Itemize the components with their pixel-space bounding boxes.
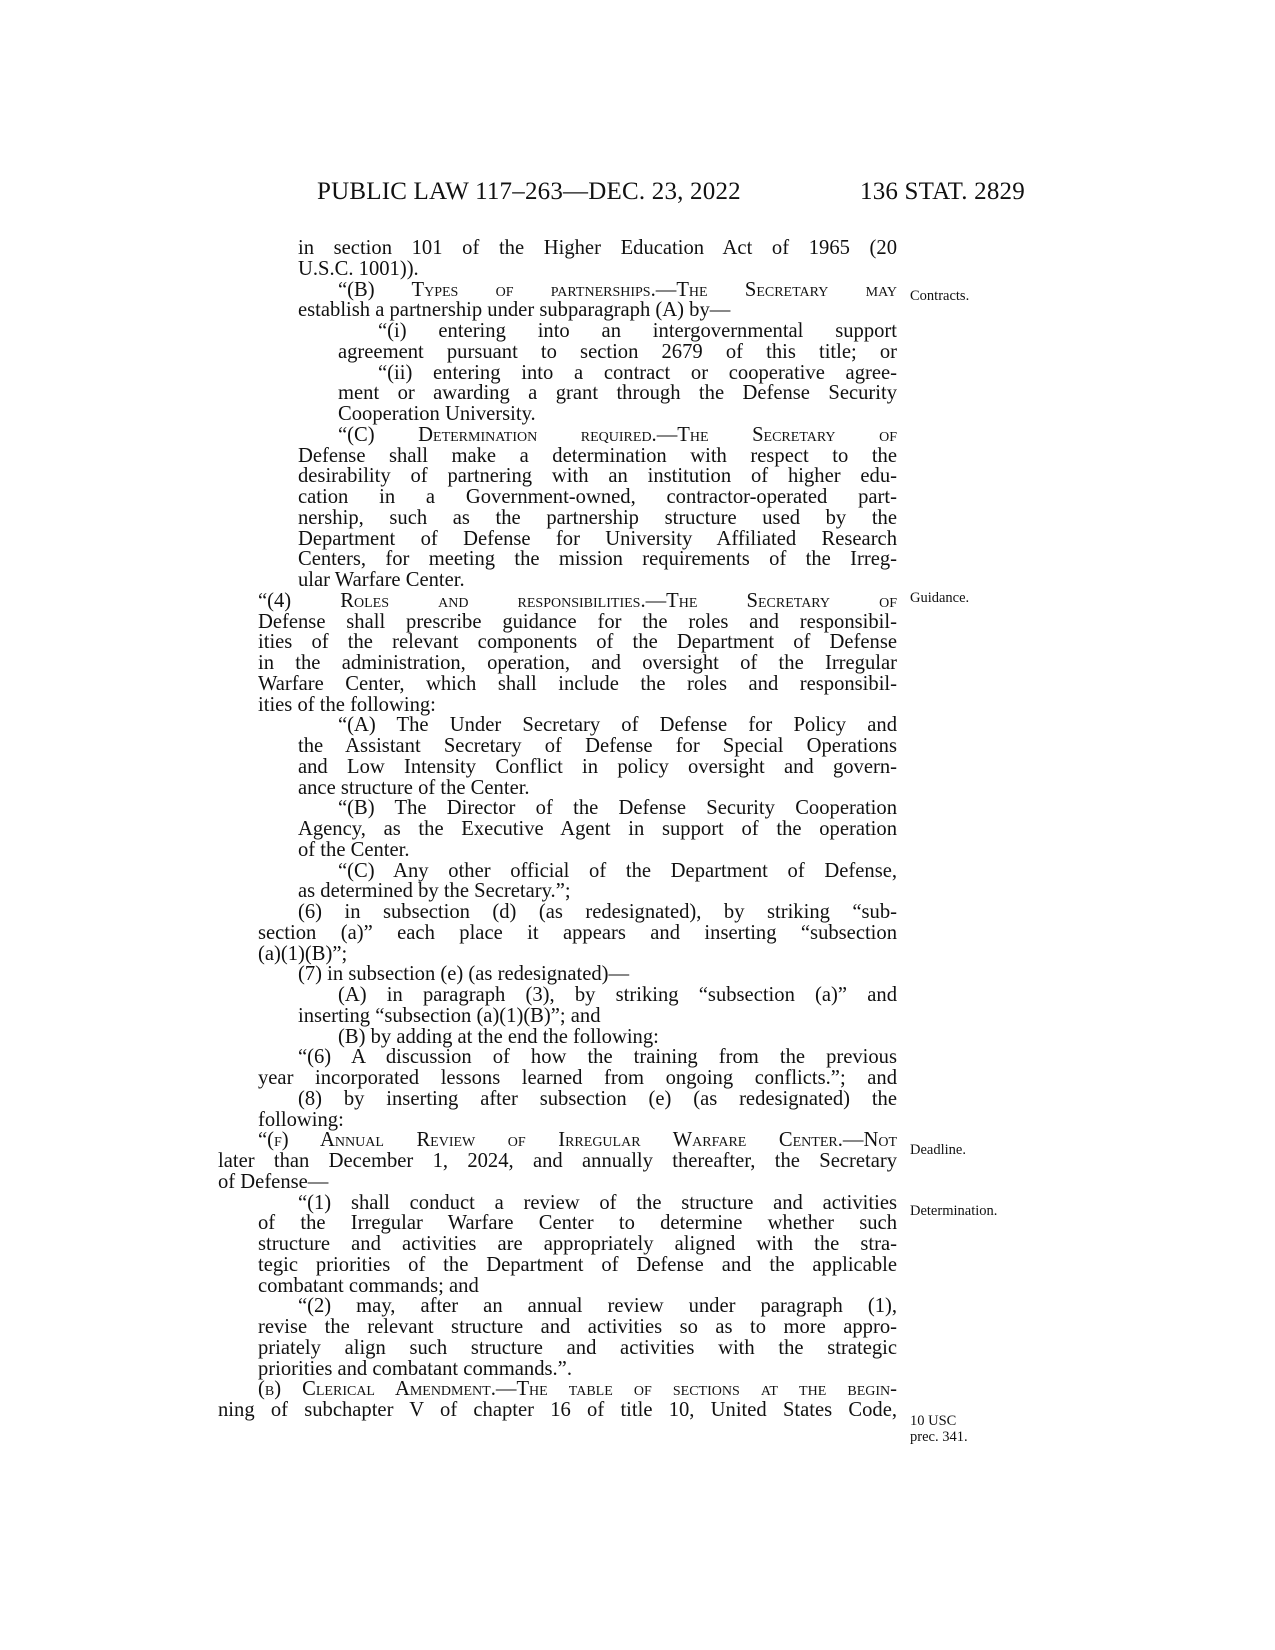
text-line: Department of Defense for University Affiliated Research (298, 527, 897, 550)
text-line: ities of the following: (258, 693, 436, 716)
text-line: “(C) Any other official of the Department of Defense, (338, 859, 897, 882)
text-line: of the Irregular Warfare Center to determine whether such (258, 1212, 897, 1235)
text-line: inserting “subsection (a)(1)(B)”; and (298, 1004, 601, 1027)
text-line: establish a partnership under subparagraph (A) by— (298, 299, 731, 322)
text-line: year incorporated lessons learned from ongoing conflicts.”; and (258, 1067, 897, 1089)
statute-text (218, 238, 897, 1421)
text-line: “(1) shall conduct a review of the structure and activities (298, 1191, 897, 1214)
text-line: ment or awarding a grant through the Defense Security (338, 382, 897, 405)
text-line: “(C) Determination required.—The Secretary of (338, 423, 897, 446)
text-line: Centers, for meeting the mission requirements of the Irreg- (298, 548, 897, 571)
text-line: “(A) The Under Secretary of Defense for Policy and (338, 714, 897, 737)
text-line: ance structure of the Center. (298, 776, 530, 799)
text-line: in section 101 of the Higher Education Act of 1965 (20 (298, 237, 897, 259)
text-line: nership, such as the partnership structure used by the (298, 506, 897, 529)
text-line: section (a)” each place it appears and inserting “subsection (258, 921, 897, 944)
text-line: tegic priorities of the Department of Defense and the applicable (258, 1253, 897, 1276)
text-line: (7) in subsection (e) (as redesignated)— (298, 963, 630, 986)
text-line: (a)(1)(B)”; (258, 942, 348, 965)
margin-note-deadline: Deadline. (910, 1142, 966, 1158)
text-line: Warfare Center, which shall include the roles and responsibil- (258, 672, 897, 695)
running-header-title: PUBLIC LAW 117–263—DEC. 23, 2022 (317, 178, 741, 205)
margin-note-usc: 10 USC (910, 1413, 957, 1429)
text-line: following: (258, 1108, 344, 1131)
text-line: Defense shall make a determination with respect to the (298, 444, 897, 467)
text-line: as determined by the Secretary.”; (298, 880, 571, 903)
margin-note-contracts: Contracts. (910, 288, 970, 304)
text-line: (B) by adding at the end the following: (338, 1025, 659, 1048)
text-line: U.S.C. 1001)). (298, 257, 419, 280)
text-line: combatant commands; and (258, 1274, 479, 1297)
text-line: and Low Intensity Conflict in policy oversight and govern- (298, 755, 897, 778)
text-line: “(f) Annual Review of Irregular Warfare Center.—Not (258, 1129, 897, 1152)
text-line: priorities and combatant commands.”. (258, 1357, 572, 1380)
text-line: cation in a Government-owned, contractor-operated part- (298, 486, 897, 508)
text-line: of Defense— (218, 1170, 329, 1193)
text-line: agreement pursuant to section 2679 of this title; or (338, 340, 897, 363)
text-line: of the Center. (298, 838, 410, 861)
text-line: later than December 1, 2024, and annually thereafter, the Secretary (218, 1150, 897, 1172)
text-line: Agency, as the Executive Agent in support of the operation (298, 818, 897, 840)
text-line: (A) in paragraph (3), by striking “subsection (a)” and (338, 984, 897, 1006)
text-line: “(B) The Director of the Defense Security Cooperation (338, 797, 897, 820)
text-line: the Assistant Secretary of Defense for Special Operations (298, 735, 897, 757)
text-line: (6) in subsection (d) (as redesignated), by striking “sub- (298, 901, 897, 923)
text-line: structure and activities are appropriately aligned with the stra- (258, 1233, 897, 1255)
text-line: “(ii) entering into a contract or cooperative agree- (378, 361, 897, 384)
text-line: in the administration, operation, and oversight of the Irregular (258, 652, 897, 674)
text-line: Cooperation University. (338, 403, 536, 425)
text-line: (b) Clerical Amendment.—The table of sections at the begin- (258, 1378, 897, 1401)
text-line: Defense shall prescribe guidance for the roles and responsibil- (258, 610, 897, 633)
text-line: (8) by inserting after subsection (e) (as redesignated) the (298, 1087, 897, 1110)
text-line: “(6) A discussion of how the training from the previous (298, 1046, 897, 1069)
text-line: revise the relevant structure and activities so as to more appro- (258, 1316, 897, 1338)
text-line: “(2) may, after an annual review under paragraph (1), (298, 1295, 897, 1318)
text-line: “(4) Roles and responsibilities.—The Secretary of (258, 589, 897, 612)
margin-note-determination: Determination. (910, 1203, 998, 1219)
text-line: desirability of partnering with an institution of higher edu- (298, 465, 897, 488)
text-line: priately align such structure and activities with the strategic (258, 1336, 897, 1359)
margin-note-usc-prec: prec. 341. (910, 1429, 968, 1445)
text-line: “(B) Types of partnerships.—The Secretary may (338, 278, 897, 301)
text-line: ular Warfare Center. (298, 569, 465, 591)
text-line: ning of subchapter V of chapter 16 of title 10, United States Code, (218, 1399, 897, 1421)
text-line: ities of the relevant components of the Department of Defense (258, 631, 897, 654)
margin-note-guidance: Guidance. (910, 590, 970, 606)
page-citation: 136 STAT. 2829 (860, 178, 1025, 205)
text-line: “(i) entering into an intergovernmental support (378, 320, 897, 342)
